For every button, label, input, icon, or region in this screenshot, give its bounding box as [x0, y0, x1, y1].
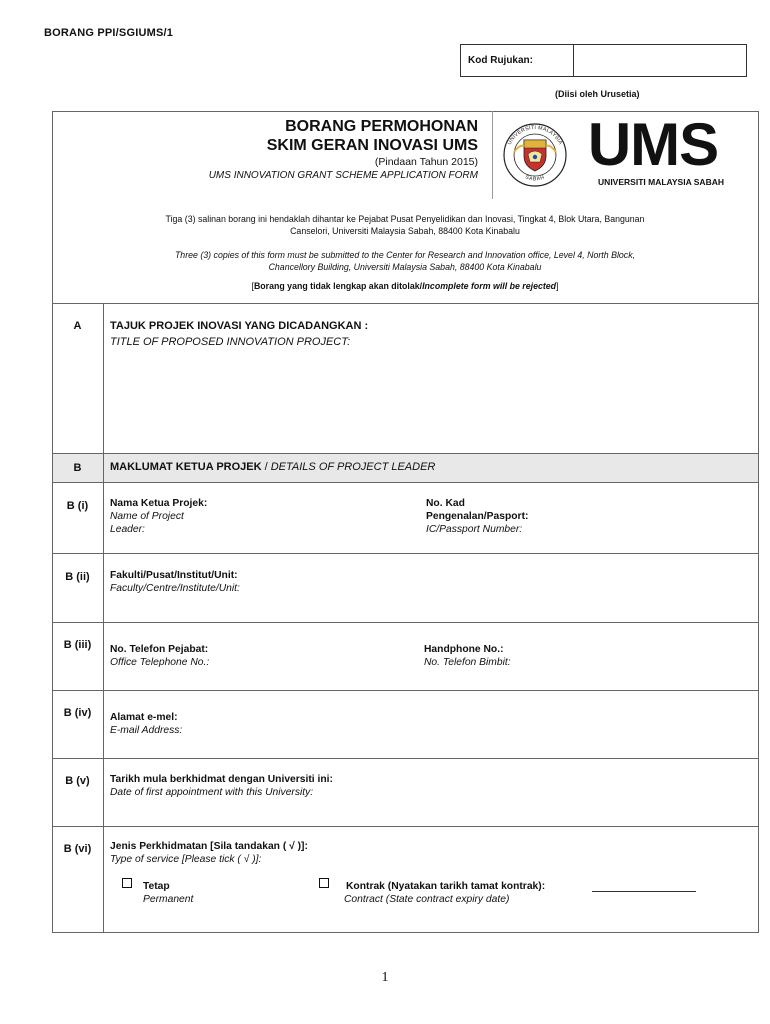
- divider-b-iii: [52, 690, 759, 691]
- instructions-malay-line2: Canselori, Universiti Malaysia Sabah, 88400 Kota Kinabalu: [290, 226, 520, 236]
- instructions-malay: [60, 213, 750, 237]
- title-divider: [492, 111, 493, 199]
- form-amendment: (Pindaan Tahun 2015): [374, 156, 478, 168]
- reference-code-input[interactable]: [574, 45, 746, 76]
- instructions-english: [60, 249, 750, 273]
- email-label-en: E-mail Address:: [110, 725, 183, 736]
- row-b-i-label: B (i): [66, 500, 89, 512]
- row-b-iv-label: B (iv): [63, 707, 92, 719]
- section-b-title-separator: /: [261, 461, 271, 473]
- email-label: Alamat e-mel:: [110, 712, 178, 723]
- form-title-english: UMS INNOVATION GRANT SCHEME APPLICATION FORM: [208, 170, 478, 181]
- divider-section-b-header: [52, 482, 759, 483]
- row-b-vi-label: B (vi): [63, 843, 92, 855]
- leader-name-label-en-1: Name of Project: [110, 511, 184, 522]
- note-malay: Borang yang tidak lengkap akan ditolak/: [253, 281, 423, 291]
- incomplete-form-note: [60, 280, 750, 292]
- section-a-title-english: TITLE OF PROPOSED INNOVATION PROJECT:: [110, 336, 351, 348]
- contract-checkbox[interactable]: [319, 878, 329, 888]
- office-phone-label: No. Telefon Pejabat:: [110, 644, 209, 655]
- divider-b-ii: [52, 622, 759, 623]
- permanent-checkbox[interactable]: [122, 878, 132, 888]
- divider-b-iv: [52, 758, 759, 759]
- faculty-label-en: Faculty/Centre/Institute/Unit:: [110, 583, 240, 594]
- row-b-iii-label: B (iii): [63, 639, 92, 651]
- instructions-english-line1: Three (3) copies of this form must be submitted to the Center for Research and Innovation office, Level 4, North Block,: [174, 250, 636, 260]
- section-a-title-malay: TAJUK PROJEK INOVASI YANG DICADANGKAN :: [110, 320, 369, 332]
- permanent-label-en: Permanent: [143, 894, 194, 905]
- divider-b-i: [52, 553, 759, 554]
- section-b-title-malay: MAKLUMAT KETUA PROJEK: [110, 461, 262, 473]
- leader-name-label-en-2: Leader:: [110, 524, 145, 535]
- section-a-letter: A: [73, 320, 82, 332]
- leader-name-label: Nama Ketua Projek:: [110, 498, 208, 509]
- divider-b-v: [52, 826, 759, 827]
- note-english: Incomplete form will be rejected: [422, 281, 557, 291]
- faculty-label: Fakulti/Pusat/Institut/Unit:: [110, 570, 238, 581]
- service-type-label: Jenis Perkhidmatan [Sila tandakan ( √ )]:: [110, 841, 308, 852]
- section-b-title-english: DETAILS OF PROJECT LEADER: [270, 461, 436, 473]
- row-b-v-label: B (v): [65, 775, 90, 787]
- contract-label: Kontrak (Nyatakan tarikh tamat kontrak):: [346, 881, 546, 892]
- service-type-label-en: Type of service [Please tick ( √ )]:: [110, 854, 262, 865]
- ic-passport-label-en: IC/Passport Number:: [426, 524, 523, 535]
- section-b-title: [110, 461, 435, 473]
- form-title-block: [120, 117, 478, 182]
- contract-label-en: Contract (State contract expiry date): [344, 894, 510, 905]
- crest-bottom-text: SABAH: [524, 174, 546, 183]
- instructions-english-line2: Chancellory Building, Universiti Malaysia Sabah, 88400 Kota Kinabalu: [268, 262, 542, 272]
- handphone-label: Handphone No.:: [424, 644, 504, 655]
- appointment-date-label-en: Date of first appointment with this University:: [110, 787, 314, 798]
- ums-logo: [582, 111, 724, 190]
- reference-code-note: (Diisi oleh Urusetia): [555, 89, 640, 99]
- section-b-letter: B: [73, 462, 82, 474]
- form-title-line2: SKIM GERAN INOVASI UMS: [266, 137, 478, 154]
- page-number: 1: [381, 970, 389, 985]
- divider-instructions: [52, 303, 759, 304]
- appointment-date-label: Tarikh mula berkhidmat dengan Universiti ini:: [110, 774, 333, 785]
- form-title-line1: BORANG PERMOHONAN: [285, 118, 478, 135]
- divider-section-a: [52, 453, 759, 454]
- crest-top-text: UNIVERSITI MALAYSIA: [506, 124, 564, 146]
- instructions-malay-line1: Tiga (3) salinan borang ini hendaklah dihantar ke Pejabat Pusat Penyelidikan dan Inovasi, Tingkat 4, Blok Utara, Bangunan: [165, 214, 645, 224]
- form-code: BORANG PPI/SGIUMS/1: [44, 27, 174, 39]
- university-crest-icon: [496, 122, 574, 188]
- note-bracket-close: ]: [556, 281, 559, 291]
- permanent-label: Tetap: [143, 881, 170, 892]
- contract-expiry-input-line[interactable]: [592, 891, 696, 892]
- ic-passport-label-1: No. Kad: [426, 498, 465, 509]
- reference-code-label: Kod Rujukan:: [461, 45, 574, 76]
- note-bracket-open: [: [251, 281, 254, 291]
- ums-logo-text: UMS: [587, 111, 719, 178]
- ic-passport-label-2: Pengenalan/Pasport:: [426, 511, 529, 522]
- ums-logo-subtitle: UNIVERSITI MALAYSIA SABAH: [598, 177, 724, 187]
- reference-code-box: [460, 44, 747, 77]
- row-b-ii-label: B (ii): [65, 571, 90, 583]
- office-phone-label-en: Office Telephone No.:: [110, 657, 210, 668]
- label-column-divider: [103, 303, 104, 933]
- handphone-label-en: No. Telefon Bimbit:: [424, 657, 511, 668]
